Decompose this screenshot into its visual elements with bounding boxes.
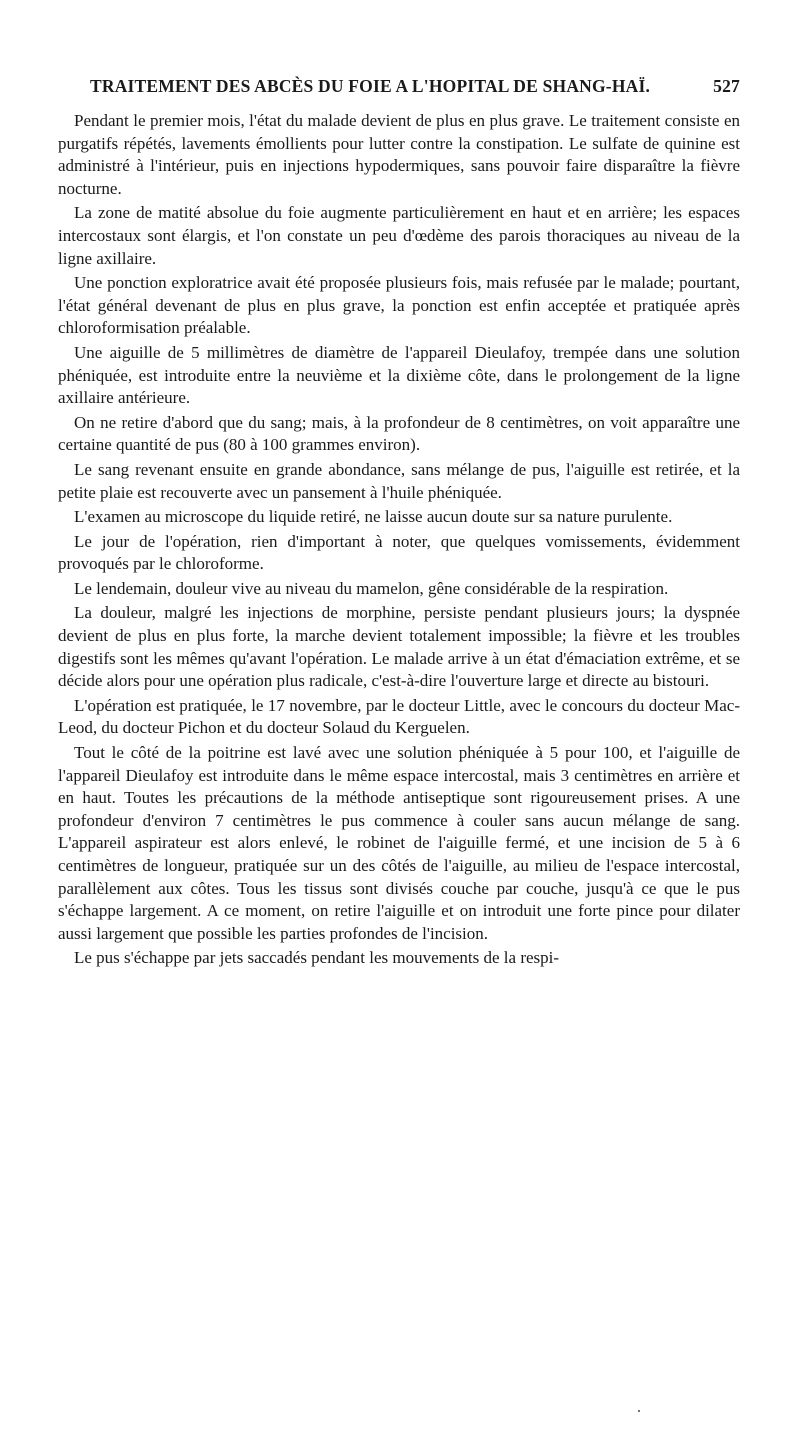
body-text bbox=[58, 110, 740, 970]
running-head bbox=[58, 76, 740, 97]
paragraph: Le jour de l'opération, rien d'important à noter, que quelques vomissements, évidemment provoqués par le chloroforme. bbox=[58, 531, 740, 574]
paragraph: Une ponction exploratrice avait été proposée plusieurs fois, mais refusée par le malade; pourtant, l'état général devenant de plus en plus grave, la ponction est enfin acceptée et pratiquée après chloroformisation préalable. bbox=[58, 273, 740, 338]
paragraph: La douleur, malgré les injections de morphine, persiste pendant plusieurs jours; la dyspnée devient de plus en plus forte, la marche devient totalement impossible; la fièvre et les troubles digestifs sont les mêmes qu'avant l'opération. Le malade arrive à un état d'émaciation extrême, et se décide alors pour une opération plus radicale, c'est-à-dire l'ouverture large et directe au bistouri. bbox=[58, 603, 740, 691]
paragraph: Pendant le premier mois, l'état du malade devient de plus en plus grave. Le traitement consiste en purgatifs répétés, lavements émollients pour lutter contre la constipation. Le sulfate de quinine est administré à l'intérieur, puis en injections hypodermiques, sans pouvoir faire disparaître la fièvre nocturne. bbox=[58, 111, 740, 198]
page-number: 527 bbox=[713, 76, 740, 96]
paragraph: L'examen au microscope du liquide retiré, ne laisse aucun doute sur sa nature purulente. bbox=[74, 507, 673, 527]
paragraph: On ne retire d'abord que du sang; mais, à la profondeur de 8 centimètres, on voit apparaître une certaine quantité de pus (80 à 100 grammes environ). bbox=[58, 412, 740, 455]
paragraph: Le lendemain, douleur vive au niveau du mamelon, gêne considérable de la respiration. bbox=[74, 578, 669, 598]
running-title: TRAITEMENT DES ABCÈS DU FOIE A L'HOPITAL DE SHANG-HAÏ. bbox=[90, 76, 651, 96]
scan-speck bbox=[638, 1410, 640, 1412]
paragraph: Le pus s'échappe par jets saccadés pendant les mouvements de la respi- bbox=[74, 948, 560, 968]
paragraph: L'opération est pratiquée, le 17 novembre, par le docteur Little, avec le concours du docteur Mac-Leod, du docteur Pichon et du docteur Solaud du Kerguelen. bbox=[58, 695, 740, 738]
paragraph: Le sang revenant ensuite en grande abondance, sans mélange de pus, l'aiguille est retirée, et la petite plaie est recouverte avec un pansement à l'huile phéniquée. bbox=[58, 459, 740, 502]
paragraph: Tout le côté de la poitrine est lavé avec une solution phéniquée à 5 pour 100, et l'aiguille de l'appareil Dieulafoy est introduite dans le même espace intercostal, mais 3 centimètres en arrière et en haut. Toutes les précautions de la méthode antiseptique sont rigoureusement prises. A une profondeur d'environ 7 centimètres le pus commence à couler sans aucun mélange de sang. L'appareil aspirateur est alors enlevé, le robinet de l'aiguille fermé, et une incision de 5 à 6 centimètres de longueur, pratiquée sur un des côtés de l'aiguille, au milieu de l'espace intercostal, parallèlement aux côtes. Tous les tissus sont divisés couche par couche, jusqu'à ce que le pus s'échappe largement. A ce moment, on retire l'aiguille et on introduit une forte pince pour dilater aussi largement que possible les parties profondes de l'incision. bbox=[58, 743, 740, 943]
paragraph: Une aiguille de 5 millimètres de diamètre de l'appareil Dieulafoy, trempée dans une solution phéniquée, est introduite entre la neuvième et la dixième côte, dans le prolongement de la ligne axillaire antérieure. bbox=[58, 342, 740, 408]
paragraph: La zone de matité absolue du foie augmente particulièrement en haut et en arrière; les espaces intercostaux sont élargis, et l'on constate un peu d'œdème des parois thoraciques au niveau de la ligne axillaire. bbox=[58, 203, 740, 268]
book-page bbox=[58, 76, 740, 970]
